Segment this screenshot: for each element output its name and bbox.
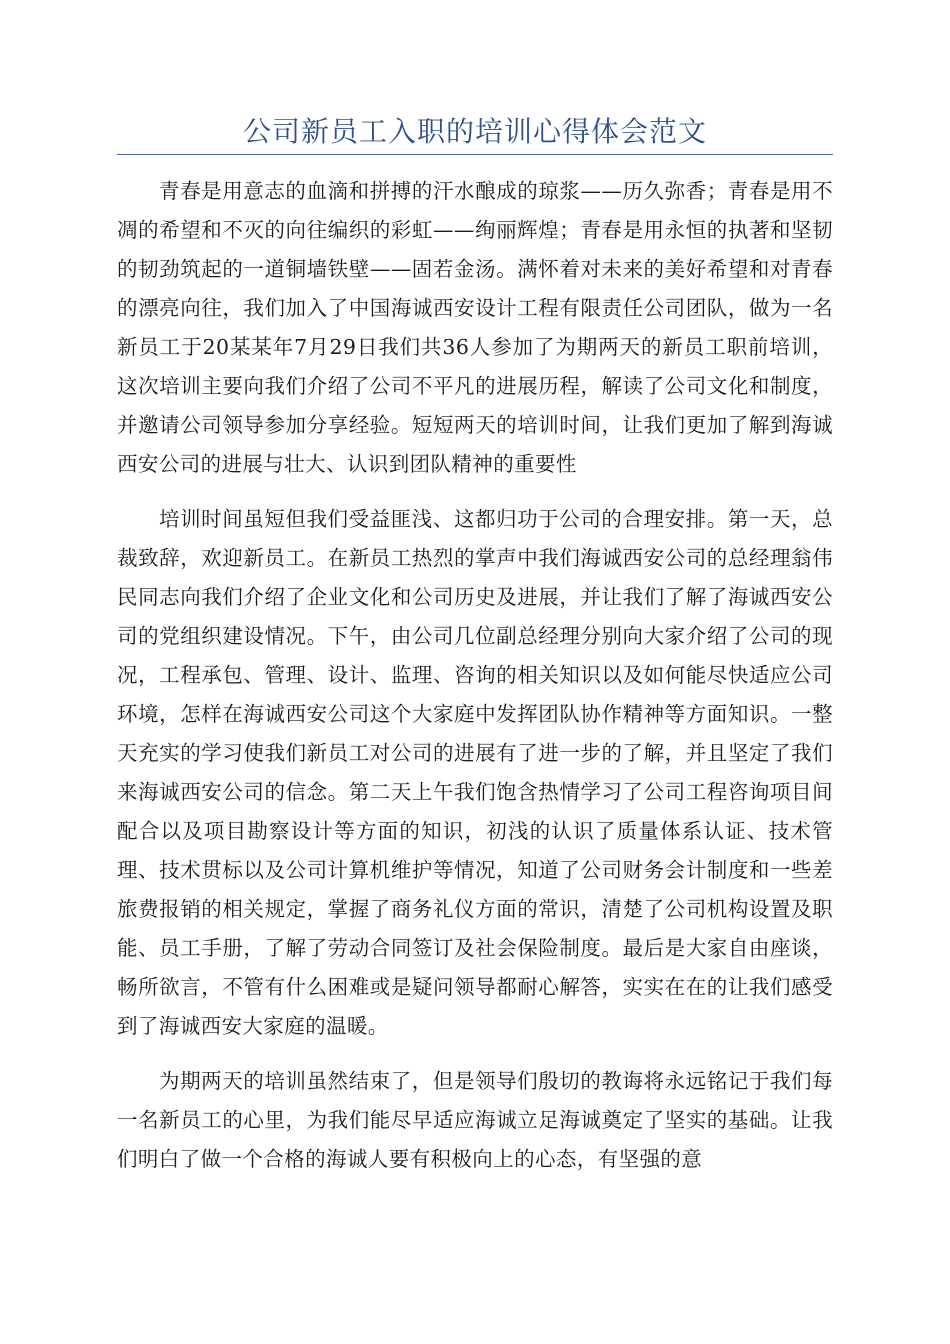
document-body	[117, 172, 833, 1195]
title-underline	[117, 154, 833, 155]
paragraph-3: 为期两天的培训虽然结束了，但是领导们殷切的教诲将永远铭记于我们每一名新员工的心里，为我们能尽早适应海诚立足海诚奠定了坚实的基础。让我们明白了做一个合格的海诚人要有积极向上的心态，有坚强的意	[117, 1069, 833, 1171]
paragraph-1: 青春是用意志的血滴和拼搏的汗水酿成的琼浆——历久弥香；青春是用不凋的希望和不灭的向往编织的彩虹——绚丽辉煌；青春是用永恒的执著和坚韧的韧劲筑起的一道铜墙铁壁——固若金汤。满怀着对未来的美好希望和对青春的漂亮向往，我们加入了中国海诚西安设计工程有限责任公司团队，做为一名新员工于20某某年7月29日我们共36人参加了为期两天的新员工职前培训，这次培训主要向我们介绍了公司不平凡的进展历程，解读了公司文化和制度，并邀请公司领导参加分享经验。短短两天的培训时间，让我们更加了解到海诚西安公司的进展与壮大、认识到团队精神的重要性	[117, 179, 833, 476]
paragraph-2: 培训时间虽短但我们受益匪浅、这都归功于公司的合理安排。第一天，总裁致辞，欢迎新员工。在新员工热烈的掌声中我们海诚西安公司的总经理翁伟民同志向我们介绍了企业文化和公司历史及进展，并让我们了解了海诚西安公司的党组织建设情况。下午，由公司几位副总经理分别向大家介绍了公司的现况，工程承包、管理、设计、监理、咨询的相关知识以及如何能尽快适应公司环境，怎样在海诚西安公司这个大家庭中发挥团队协作精神等方面知识。一整天充实的学习使我们新员工对公司的进展有了进一步的了解，并且坚定了我们来海诚西安公司的信念。第二天上午我们饱含热情学习了公司工程咨询项目间配合以及项目勘察设计等方面的知识，初浅的认识了质量体系认证、技术管理、技术贯标以及公司计算机维护等情况，知道了公司财务会计制度和一些差旅费报销的相关规定，掌握了商务礼仪方面的常识，清楚了公司机构设置及职能、员工手册，了解了劳动合同签订及社会保险制度。最后是大家自由座谈，畅所欲言，不管有什么困难或是疑问领导都耐心解答，实实在在的让我们感受到了海诚西安大家庭的温暖。	[117, 507, 833, 1038]
document-title: 公司新员工入职的培训心得体会范文	[242, 115, 707, 148]
